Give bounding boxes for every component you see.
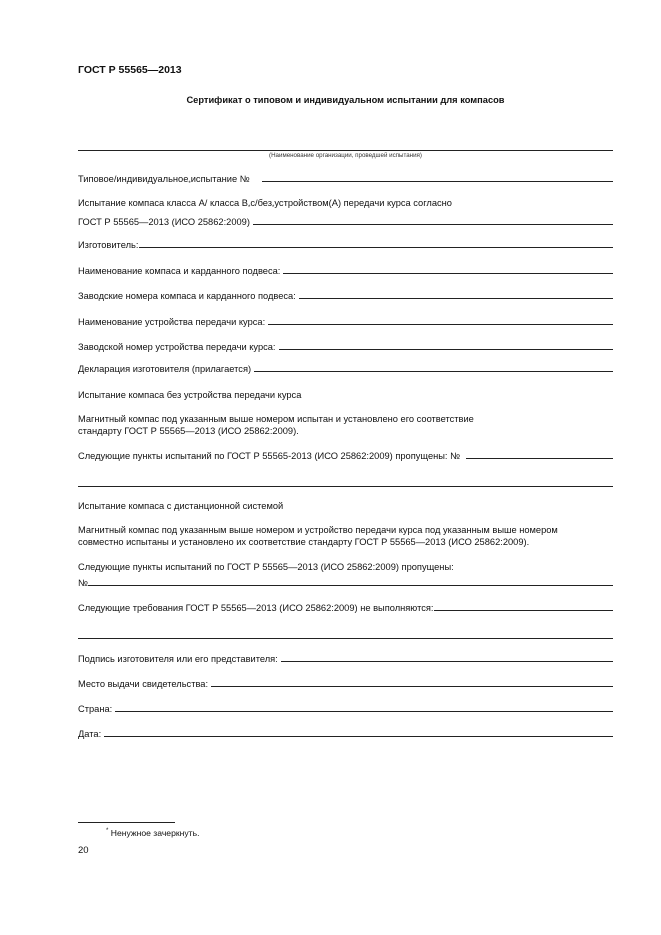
place-label: Место выдачи свидетельства: xyxy=(78,679,209,689)
section2-number-field xyxy=(88,585,613,586)
test-type-label: Типовое/индивидуальное xyxy=(78,174,189,184)
section2-body: Магнитный компас под указанным выше номером и устройство передачи курса под указанным выше номером совместно испытаны и установлено их соответствие стандарту ГОСТ Р 55565—2013 (ИСО 25862:2009). xyxy=(78,525,558,547)
manufacturer-row xyxy=(78,240,613,250)
section1-extra-line xyxy=(78,486,613,487)
standard-ref-field xyxy=(253,224,613,225)
section1-skipped-row xyxy=(78,451,613,461)
not-met-field xyxy=(434,610,613,611)
section2-heading: Испытание компаса с дистанционной системой xyxy=(78,501,284,511)
date-row xyxy=(78,729,613,739)
device-name-label: Наименование устройства передачи курса: xyxy=(78,317,266,327)
section1-body: Магнитный компас под указанным выше номером испытан и установлено его соответствие стандарту ГОСТ Р 55565—2013 (ИСО 25862:2009). xyxy=(78,414,474,436)
compass-serial-field xyxy=(299,298,613,299)
compass-serial-row xyxy=(78,291,613,301)
compass-name-label: Наименование компаса и карданного подвеса: xyxy=(78,266,281,276)
compass-name-field xyxy=(283,273,613,274)
standard-ref-row xyxy=(78,217,613,227)
document-header: ГОСТ Р 55565—2013 xyxy=(78,64,182,76)
section1-heading: Испытание компаса без устройства передачи курса xyxy=(78,390,302,400)
compass-class-row: Испытание компаса класса А/ класса В * с/без * устройством(А) передачи курса согласно xyxy=(78,198,452,211)
class-label-c: устройством(А) передачи курса согласно xyxy=(274,198,452,208)
section2-skipped-label: Следующие пункты испытаний по ГОСТ Р 55565—2013 (ИСО 25862:2009) пропущены: xyxy=(78,562,454,572)
certificate-title: Сертификат о типовом и индивидуальном испытании для компасов xyxy=(186,95,505,105)
test-number-field xyxy=(262,181,613,182)
standard-ref-label: ГОСТ Р 55565—2013 (ИСО 25862:2009) xyxy=(78,217,250,227)
device-name-field xyxy=(268,324,613,325)
compass-name-row xyxy=(78,266,613,276)
section1-skipped-field xyxy=(466,458,613,459)
footnote xyxy=(106,828,199,838)
test-type-row: Типовое/индивидуальное * испытание № xyxy=(78,174,613,184)
country-row xyxy=(78,704,613,714)
device-serial-label: Заводской номер устройства передачи курса: xyxy=(78,342,276,352)
signature-label: Подпись изготовителя или его представителя: xyxy=(78,654,278,664)
page-number: 20 xyxy=(78,845,89,856)
footnote-separator xyxy=(78,822,175,823)
not-met-extra-line xyxy=(78,638,613,639)
device-serial-row xyxy=(78,342,613,352)
not-met-label: Следующие требования ГОСТ Р 55565—2013 (ИСО 25862:2009) не выполняются: xyxy=(78,603,434,613)
section2-number-row xyxy=(78,578,613,588)
section2-number-label: № xyxy=(78,578,88,588)
date-field xyxy=(104,736,613,737)
country-field xyxy=(115,711,613,712)
declaration-label: Декларация изготовителя (прилагается) xyxy=(78,364,252,374)
declaration-field xyxy=(254,371,613,372)
declaration-row xyxy=(78,364,613,374)
signature-row xyxy=(78,654,613,664)
place-row xyxy=(78,679,613,689)
manufacturer-label: Изготовитель: xyxy=(78,240,139,250)
place-field xyxy=(211,686,613,687)
footnote-text: Ненужное зачеркнуть. xyxy=(110,828,200,838)
organization-field-line xyxy=(78,150,613,151)
section1-skipped-label: Следующие пункты испытаний по ГОСТ Р 55565-2013 (ИСО 25862:2009) пропущены: № xyxy=(78,451,461,461)
compass-serial-label: Заводские номера компаса и карданного подвеса: xyxy=(78,291,296,301)
organization-caption: (Наименование организации, проведшей испытания) xyxy=(269,152,422,159)
test-type-suffix: испытание № xyxy=(190,174,250,184)
class-label-a: Испытание компаса класса А/ класса В xyxy=(78,198,248,208)
footnote-mark: * xyxy=(106,828,109,834)
manufacturer-field xyxy=(139,247,613,248)
device-name-row xyxy=(78,317,613,327)
not-met-row xyxy=(78,603,613,613)
device-serial-field xyxy=(279,349,613,350)
country-label: Страна: xyxy=(78,704,113,714)
class-label-b: с/без xyxy=(250,198,273,208)
signature-field xyxy=(281,661,613,662)
date-label: Дата: xyxy=(78,729,102,739)
